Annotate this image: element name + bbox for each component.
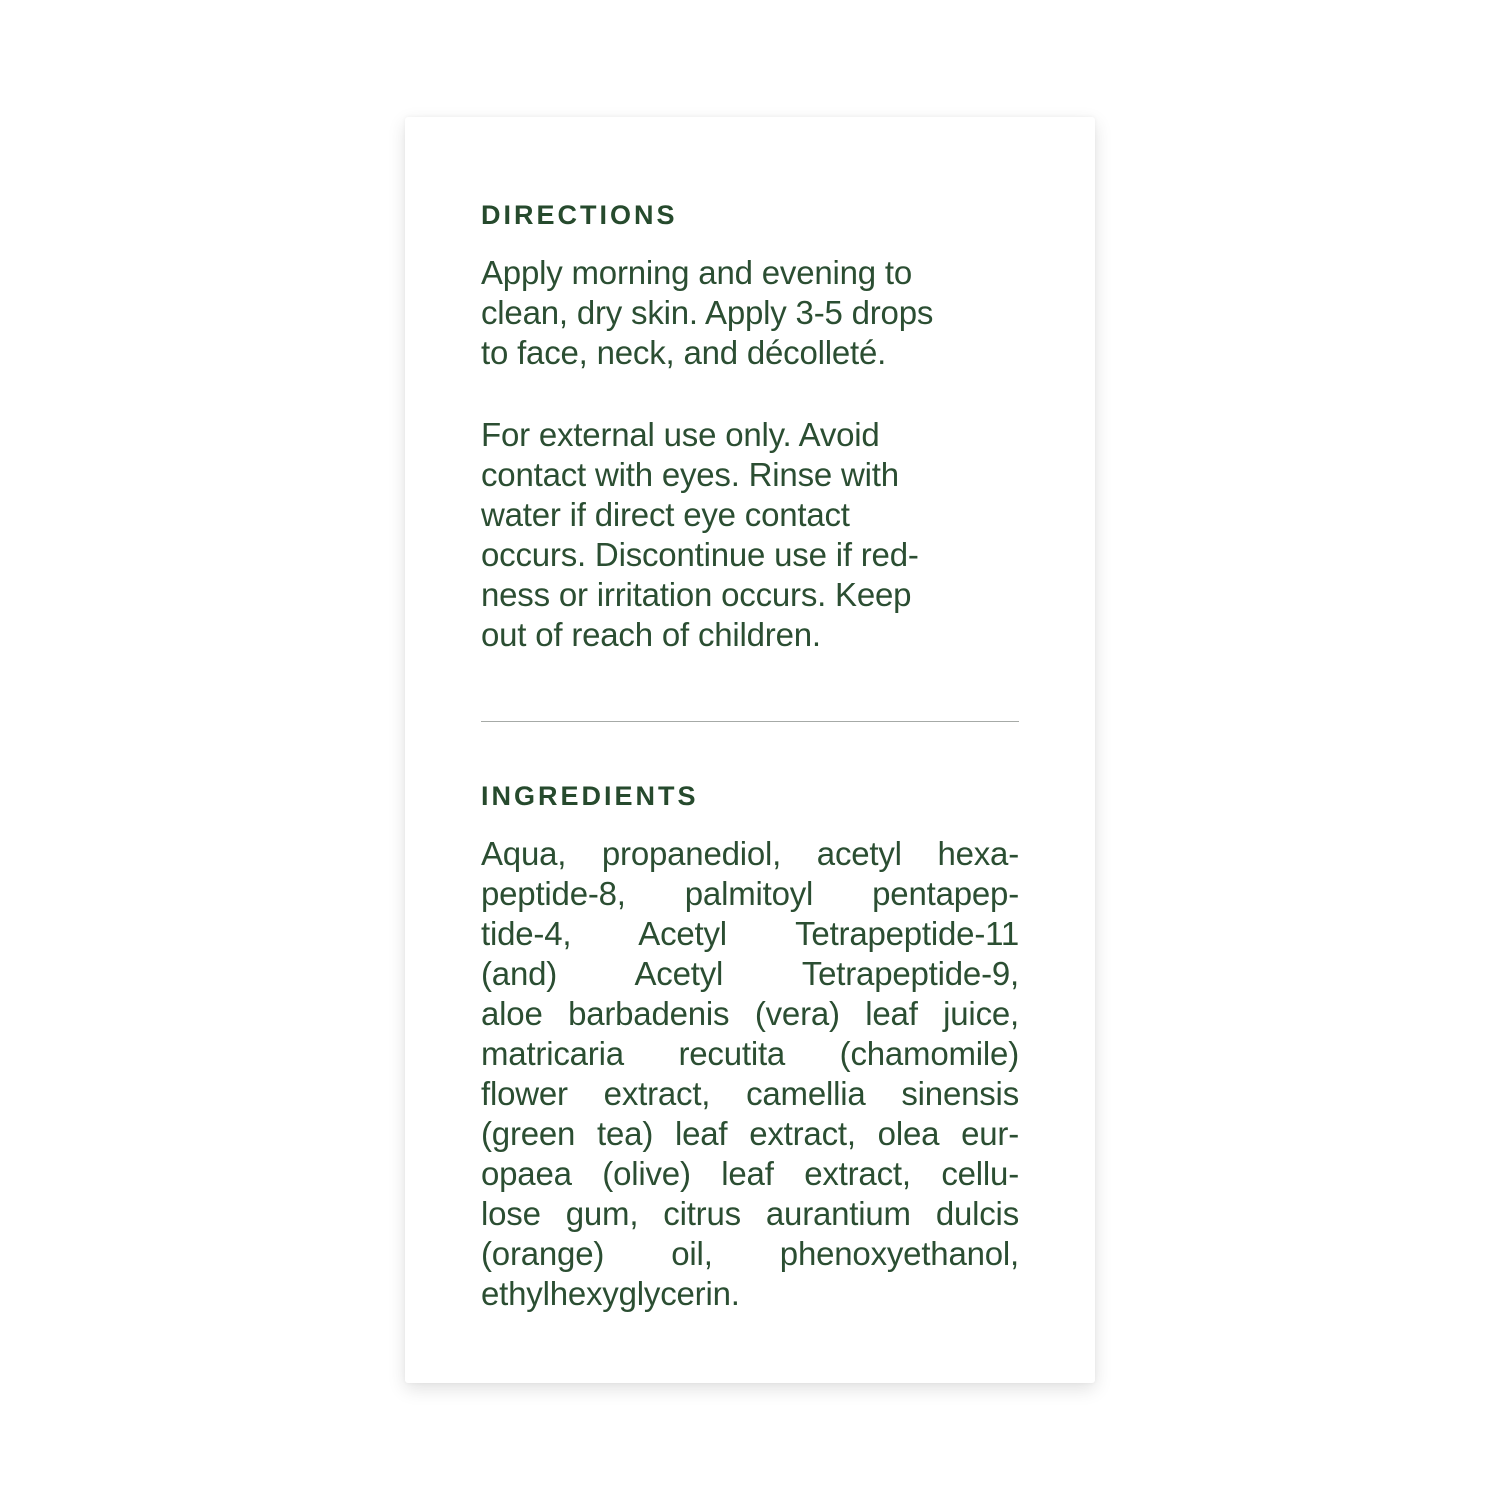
ingredients-line: tide-4, Acetyl Tetrapeptide-11	[481, 915, 1019, 952]
ingredients-line: (orange) oil, phenoxyethanol,	[481, 1235, 1019, 1272]
directions-paragraph-1	[481, 253, 1019, 373]
ingredients-line: peptide-8, palmitoyl pentapep-	[481, 875, 1019, 912]
ingredients-line: lose gum, citrus aurantium dulcis	[481, 1195, 1019, 1232]
ingredients-line: opaea (olive) leaf extract, cellu-	[481, 1155, 1019, 1192]
ingredients-line: (and) Acetyl Tetrapeptide-9,	[481, 955, 1019, 992]
directions-line: occurs. Discontinue use if red-	[481, 536, 919, 573]
ingredients-line: ethylhexyglycerin.	[481, 1275, 740, 1312]
ingredients-line: Aqua, propanediol, acetyl hexa-	[481, 835, 1019, 872]
directions-paragraph-2	[481, 415, 1019, 655]
ingredients-heading: INGREDIENTS	[481, 781, 699, 811]
ingredients-line: matricaria recutita (chamomile)	[481, 1035, 1019, 1072]
ingredients-line: flower extract, camellia sinensis	[481, 1075, 1019, 1112]
directions-line: Apply morning and evening to	[481, 254, 913, 291]
directions-line: out of reach of children.	[481, 616, 821, 653]
directions-line: For external use only. Avoid	[481, 416, 880, 453]
ingredients-paragraph	[481, 834, 1019, 1314]
directions-line: contact with eyes. Rinse with	[481, 456, 899, 493]
directions-heading: DIRECTIONS	[481, 200, 678, 230]
directions-line: ness or irritation occurs. Keep	[481, 576, 912, 613]
ingredients-line: aloe barbadenis (vera) leaf juice,	[481, 995, 1019, 1032]
directions-line: to face, neck, and décolleté.	[481, 334, 887, 371]
section-divider	[481, 721, 1019, 722]
directions-line: clean, dry skin. Apply 3-5 drops	[481, 294, 934, 331]
directions-line: water if direct eye contact	[481, 496, 850, 533]
product-label-card	[405, 117, 1095, 1383]
ingredients-line: (green tea) leaf extract, olea eur-	[481, 1115, 1019, 1152]
